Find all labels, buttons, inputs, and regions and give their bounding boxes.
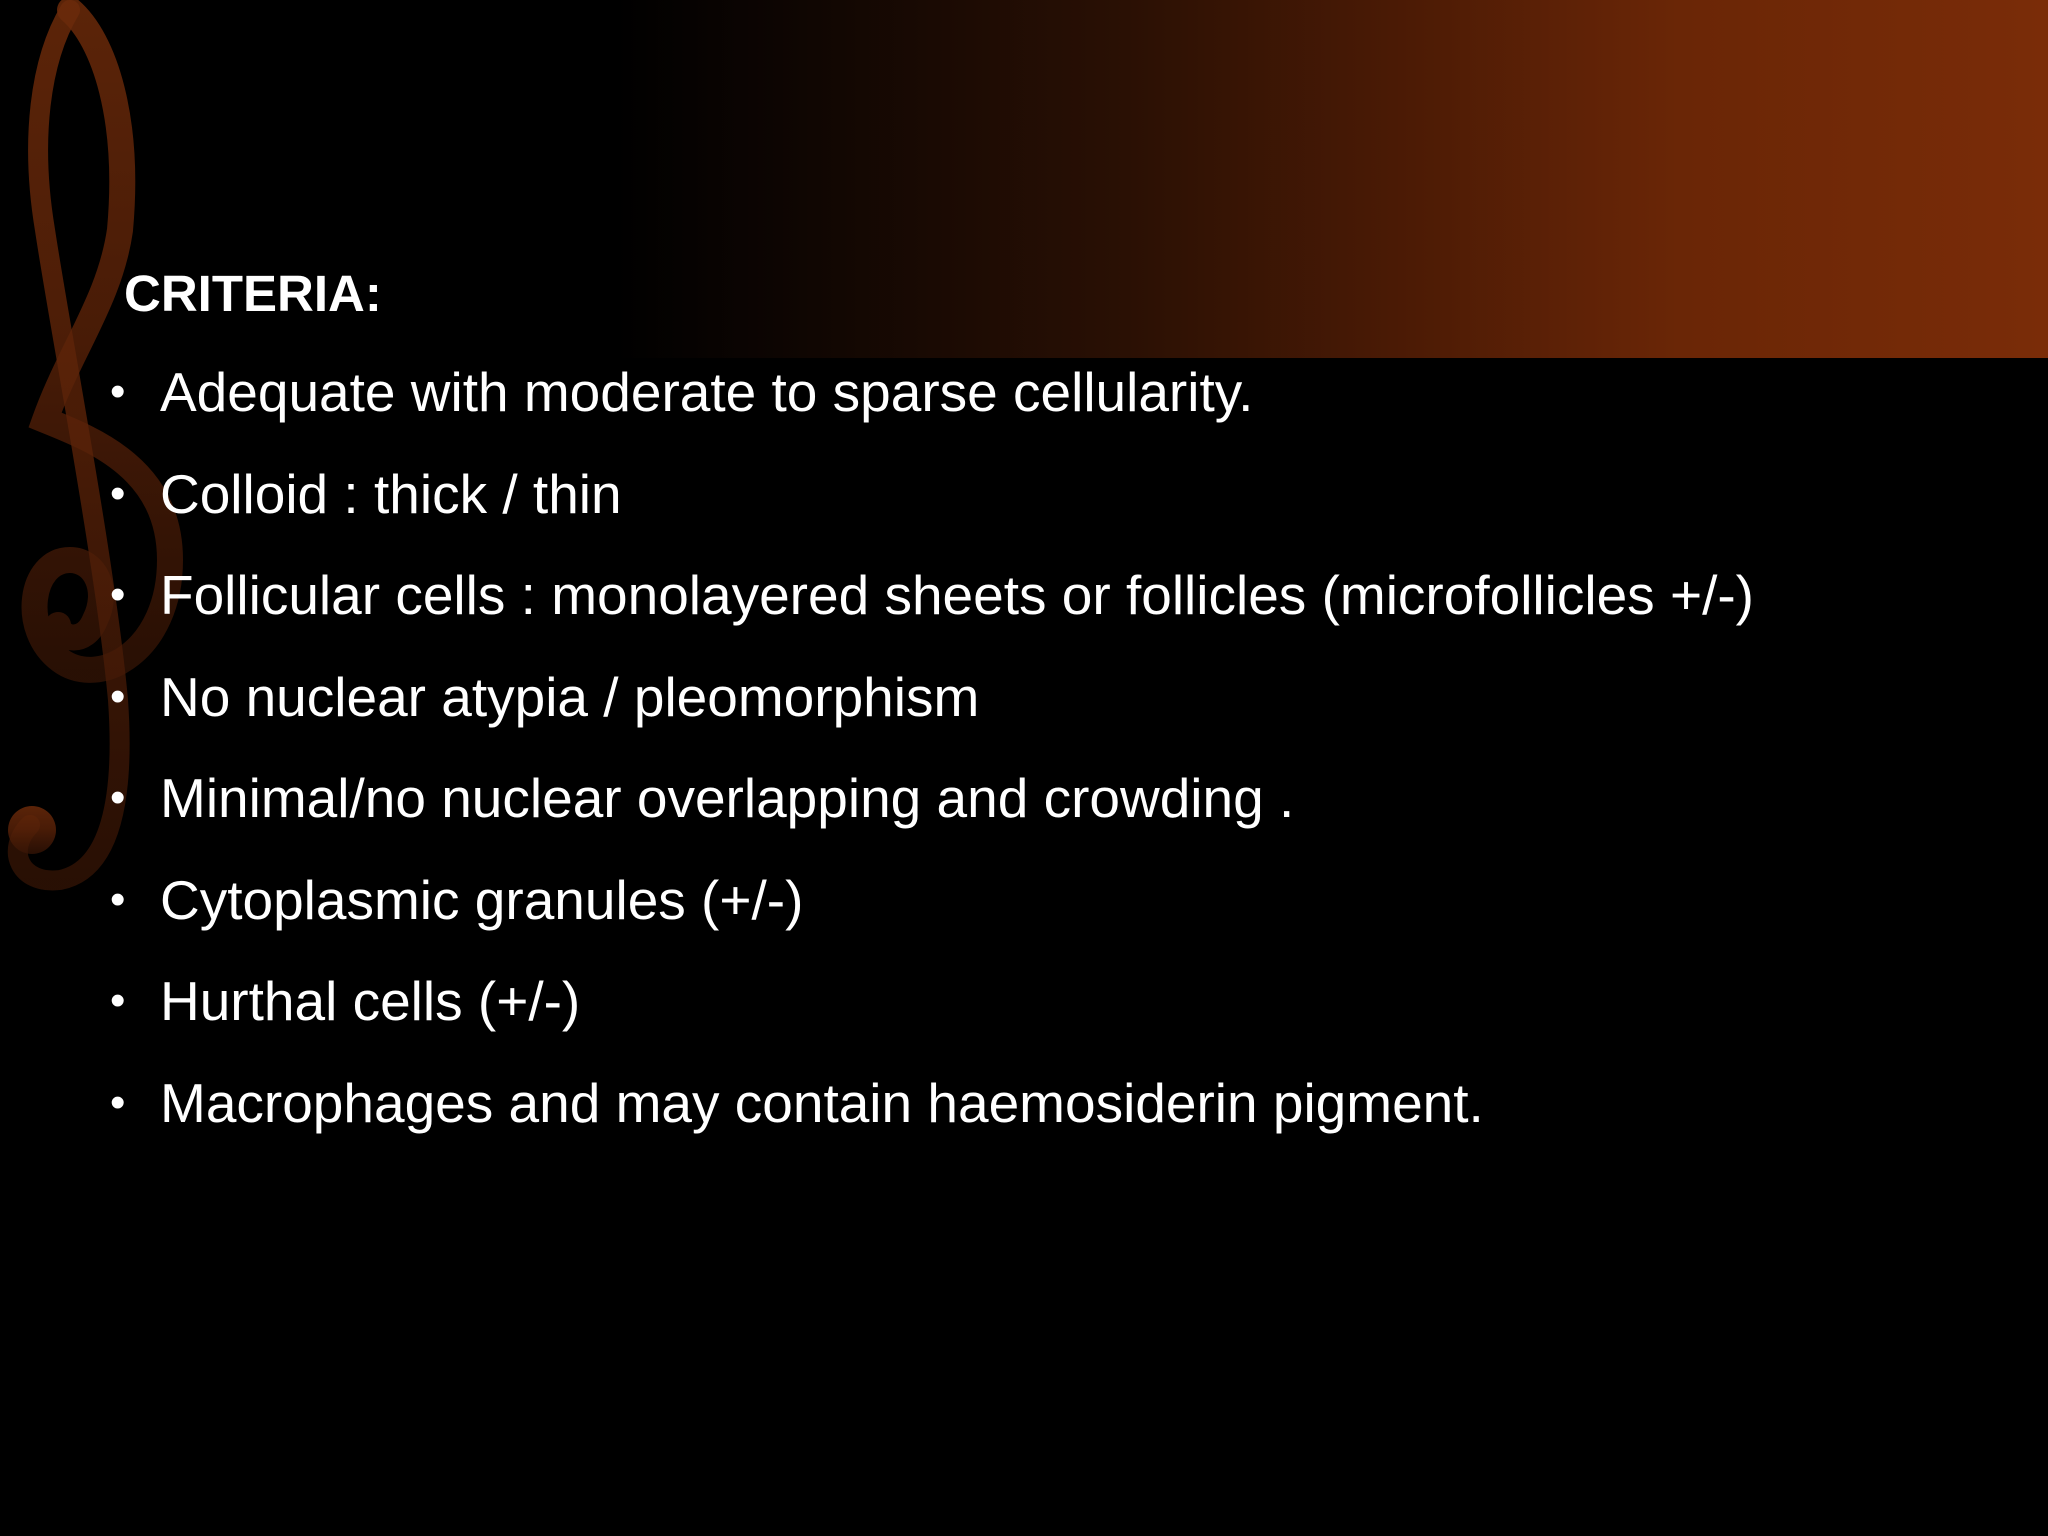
list-item-text: Minimal/no nuclear overlapping and crowding .	[160, 767, 1295, 829]
list-item-text: Colloid : thick / thin	[160, 462, 622, 525]
list-item-text: Adequate with moderate to sparse cellularity.	[160, 361, 1254, 423]
list-item	[110, 350, 2010, 452]
bullet-icon: •	[110, 671, 126, 721]
bullet-icon: •	[110, 367, 126, 416]
criteria-heading: CRITERIA:	[124, 265, 382, 322]
bullet-icon: •	[110, 773, 126, 822]
list-item-text: Macrophages and may contain haemosiderin pigment.	[160, 1071, 1484, 1134]
criteria-list	[110, 350, 2010, 1162]
list-item-text: Hurthal cells (+/-)	[160, 970, 581, 1032]
slide-content	[110, 258, 2010, 1162]
bullet-icon: •	[110, 976, 126, 1025]
bullet-icon: •	[110, 468, 126, 518]
list-item	[110, 1061, 2010, 1163]
list-item-text: Cytoplasmic granules (+/-)	[160, 868, 804, 931]
bullet-icon: •	[110, 874, 126, 924]
list-item	[110, 553, 2010, 655]
list-item	[110, 452, 2010, 554]
bullet-icon: •	[110, 1077, 126, 1127]
list-item	[110, 655, 2010, 757]
bullet-icon: •	[110, 570, 126, 619]
list-item	[110, 756, 2010, 858]
list-item-text: No nuclear atypia / pleomorphism	[160, 665, 980, 728]
list-item	[110, 959, 2010, 1061]
list-item	[110, 858, 2010, 960]
list-item-text: Follicular cells : monolayered sheets or follicles (microfollicles +/-)	[160, 564, 1754, 626]
